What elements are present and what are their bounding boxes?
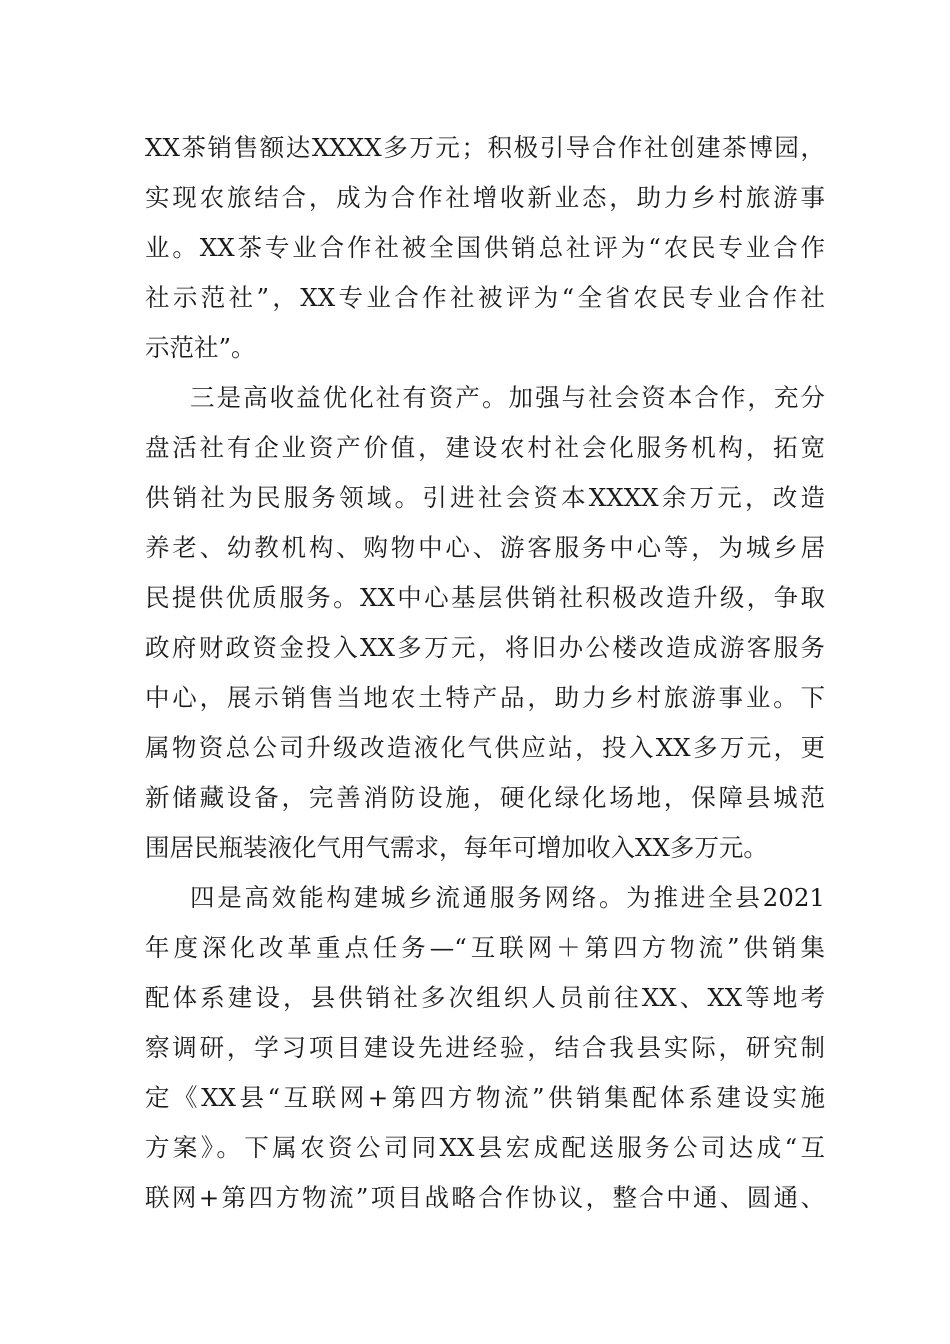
text-line: 年度深化改革重点任务—“互联网＋第四方物流”供销集 <box>145 933 825 962</box>
text-line: XX茶销售额达XXXX多万元；积极引导合作社创建茶博园， <box>145 133 825 162</box>
text-line: 民提供优质服务。XX中心基层供销社积极改造升级，争取 <box>145 583 825 612</box>
text-line: 属物资总公司升级改造液化气供应站，投入XX多万元，更 <box>145 733 825 762</box>
text-line: 社示范社”，XX专业合作社被评为“全省农民专业合作社 <box>145 283 825 312</box>
text-line: 联网+第四方物流”项目战略合作协议，整合中通、圆通、 <box>145 1183 825 1212</box>
text-line: 中心，展示销售当地农土特产品，助力乡村旅游事业。下 <box>145 683 825 712</box>
paragraph-start-line: 三是高收益优化社有资产。加强与社会资本合作，充分 <box>190 383 825 412</box>
text-line: 定《XX县“互联网+第四方物流”供销集配体系建设实施 <box>145 1083 825 1112</box>
text-line: 养老、幼教机构、购物中心、游客服务中心等，为城乡居 <box>145 533 825 562</box>
text-line: 方案》。下属农资公司同XX县宏成配送服务公司达成“互 <box>145 1133 825 1162</box>
text-line: 配体系建设，县供销社多次组织人员前往XX、XX等地考 <box>145 983 825 1012</box>
text-line: 供销社为民服务领域。引进社会资本XXXX余万元，改造 <box>145 483 825 512</box>
text-line: 政府财政资金投入XX多万元，将旧办公楼改造成游客服务 <box>145 633 825 662</box>
text-line: 新储藏设备，完善消防设施，硬化绿化场地，保障县城范 <box>145 783 825 812</box>
text-line: 察调研，学习项目建设先进经验，结合我县实际，研究制 <box>145 1033 825 1062</box>
text-line: 围居民瓶装液化气用气需求，每年可增加收入XX多万元。 <box>145 833 768 862</box>
text-line: 实现农旅结合，成为合作社增收新业态，助力乡村旅游事 <box>145 183 825 212</box>
paragraph-start-line: 四是高效能构建城乡流通服务网络。为推进全县2021 <box>190 883 825 912</box>
text-line: 示范社”。 <box>145 333 256 362</box>
text-line: 盘活社有企业资产价值，建设农村社会化服务机构，拓宽 <box>145 433 825 462</box>
text-line: 业。XX茶专业合作社被全国供销总社评为“农民专业合作 <box>145 233 825 262</box>
